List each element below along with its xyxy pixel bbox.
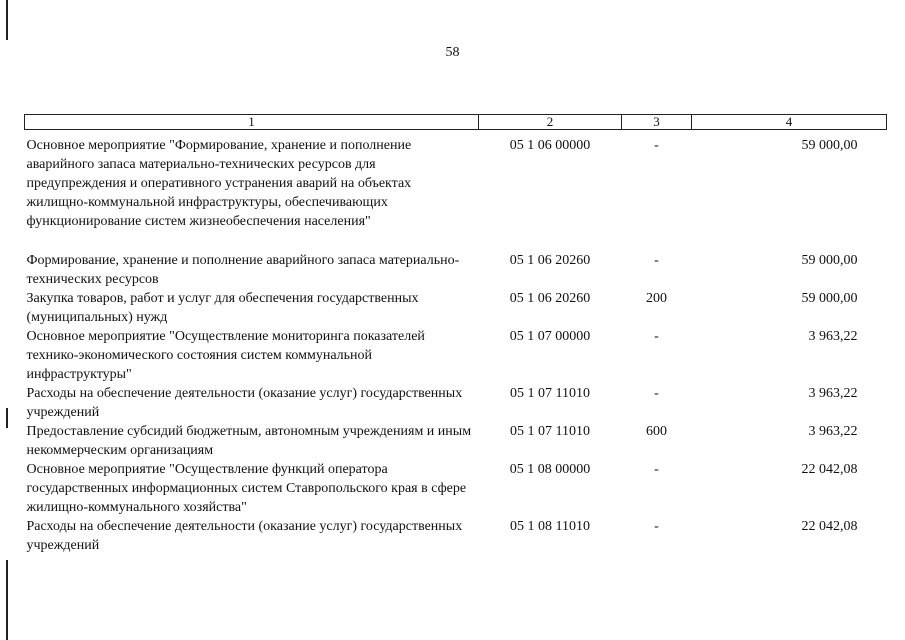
table-row <box>25 130 887 232</box>
row-code: 05 1 08 11010 <box>510 519 590 534</box>
row-name: Предоставление субсидий бюджетным, автономным учреждениям и иным некоммерческим организациям <box>26 424 472 458</box>
column-header-2: 2 <box>479 115 622 130</box>
row-expense-type: 200 <box>646 291 667 306</box>
row-name: Расходы на обеспечение деятельности (оказание услуг) государственных учреждений <box>26 386 463 420</box>
table-row <box>25 327 887 384</box>
row-code: 05 1 06 20260 <box>509 253 591 268</box>
row-sum: 3 963,22 <box>808 424 858 439</box>
table-row <box>25 460 887 517</box>
row-name: Основное мероприятие "Формирование, хранение и пополнение аварийного запаса материально-технических ресурсов для предупреждения и оперативного устранения аварий на объектах жилищно-коммунальной инфраструктуры, обеспечивающих функционирование систем жизнеобеспечения населения" <box>26 138 412 229</box>
scan-edge-top <box>6 0 8 40</box>
row-name: Основное мероприятие "Осуществление мониторинга показателей технико-экономического состояния систем коммунальной инфраструктуры" <box>26 329 425 382</box>
row-sum: 22 042,08 <box>801 519 858 534</box>
budget-table <box>24 114 887 555</box>
row-expense-type: - <box>654 329 659 344</box>
row-expense-type: 600 <box>646 424 667 439</box>
row-expense-type: - <box>654 138 659 153</box>
row-sum: 59 000,00 <box>801 253 858 268</box>
row-name: Расходы на обеспечение деятельности (оказание услуг) государственных учреждений <box>26 519 463 553</box>
scan-edge-bottom <box>6 560 8 640</box>
page-number: 58 <box>445 45 460 60</box>
table-row <box>25 517 887 555</box>
row-code: 05 1 06 00000 <box>509 138 591 153</box>
row-code: 05 1 07 11010 <box>510 386 590 401</box>
row-sum: 3 963,22 <box>808 386 858 401</box>
scan-edge-middle <box>6 408 8 428</box>
row-expense-type: - <box>654 253 659 268</box>
row-name: Основное мероприятие "Осуществление функций оператора государственных информационных систем Ставропольского края в сфере жилищно-коммунального хозяйства" <box>26 462 467 515</box>
table-row <box>25 384 887 422</box>
row-code: 05 1 07 11010 <box>510 424 590 439</box>
row-code: 05 1 06 20260 <box>509 291 591 306</box>
column-header-4: 4 <box>692 115 887 130</box>
row-expense-type: - <box>654 462 659 477</box>
row-sum: 59 000,00 <box>801 291 858 306</box>
table-header-row <box>25 115 887 130</box>
row-sum: 3 963,22 <box>808 329 858 344</box>
row-expense-type: - <box>654 519 659 534</box>
row-code: 05 1 08 00000 <box>509 462 591 477</box>
row-code: 05 1 07 00000 <box>509 329 591 344</box>
table-row <box>25 422 887 460</box>
row-sum: 22 042,08 <box>801 462 858 477</box>
table-row <box>25 289 887 327</box>
row-expense-type: - <box>654 386 659 401</box>
column-header-3: 3 <box>622 115 692 130</box>
table-row <box>25 251 887 289</box>
row-spacer <box>25 231 887 251</box>
column-header-1: 1 <box>25 115 479 130</box>
row-sum: 59 000,00 <box>801 138 858 153</box>
row-name: Закупка товаров, работ и услуг для обеспечения государственных (муниципальных) нужд <box>26 291 419 325</box>
row-name: Формирование, хранение и пополнение аварийного запаса материально-технических ресурсов <box>26 253 460 287</box>
